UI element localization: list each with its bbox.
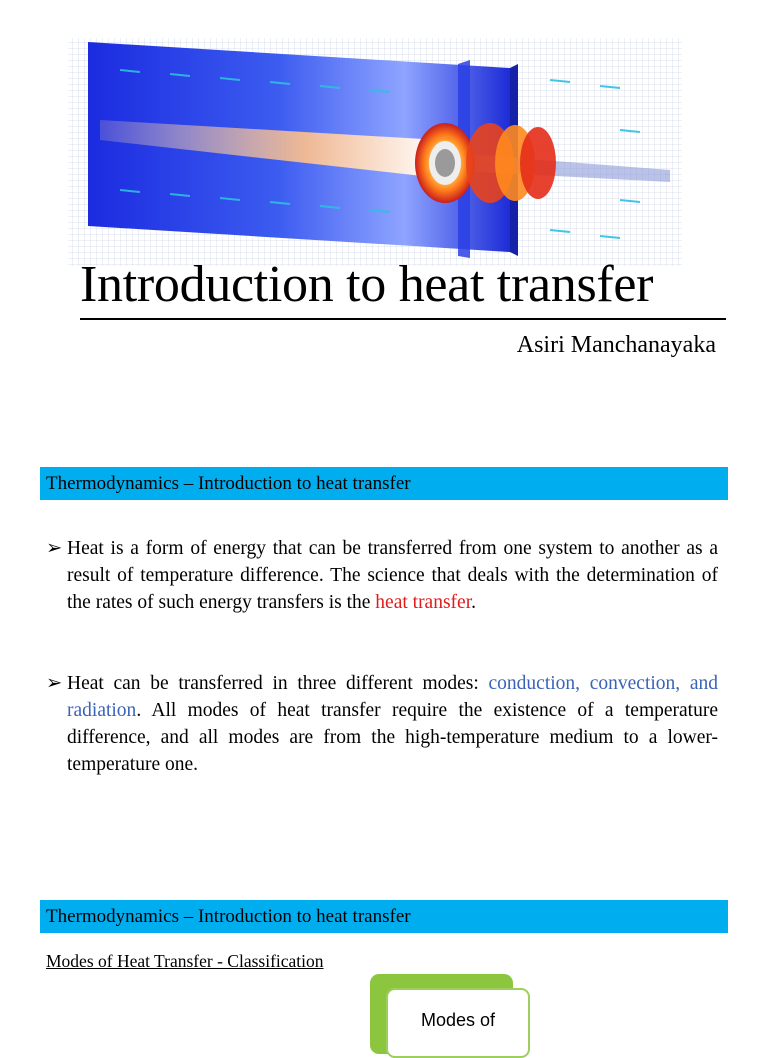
page-title: Introduction to heat transfer xyxy=(80,252,726,320)
diagram-node-modes: Modes of xyxy=(386,988,530,1058)
arrow-bullet-icon: ➢ xyxy=(46,673,63,694)
author-name: Asiri Manchanayaka xyxy=(516,332,716,358)
hero-simulation-image xyxy=(60,30,690,270)
bullet-2-text: Heat can be transferred in three different modes: conduction, convection, and radiation. All modes of heat transfer require the existence of a temperature difference, and all modes are from the high-temperature medium to a lower-temperature one. xyxy=(67,673,719,775)
heat-transfer-highlight: heat transfer xyxy=(375,592,472,613)
bullet-1 xyxy=(46,535,718,616)
section-band-1: Thermodynamics – Introduction to heat transfer xyxy=(40,467,728,500)
arrow-bullet-icon: ➢ xyxy=(46,538,63,559)
section-band-2: Thermodynamics – Introduction to heat transfer xyxy=(40,900,728,933)
modes-highlight: conduction, convection, and radiation xyxy=(67,673,719,721)
bullet-2 xyxy=(46,670,718,778)
classification-subheading: Modes of Heat Transfer - Classification xyxy=(46,951,324,971)
bullet-1-text: Heat is a form of energy that can be transferred from one system to another as a result of temperature difference. The science that deals with the determination of the rates of such energy transfers is the heat transfer. xyxy=(67,538,718,613)
